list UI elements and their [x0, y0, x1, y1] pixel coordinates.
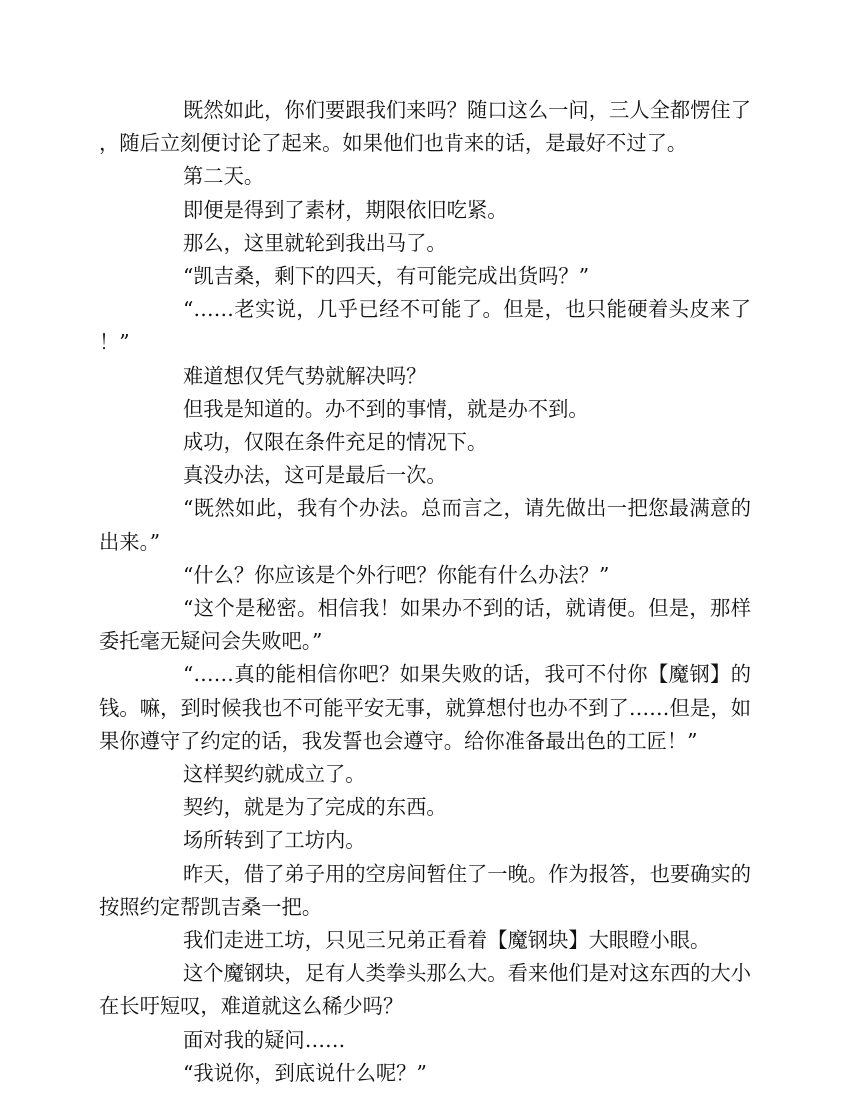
paragraph: 难道想仅凭气势就解决吗？ — [183, 363, 427, 388]
paragraph: 那么，这里就轮到我出马了。 — [183, 230, 447, 255]
paragraph: 契约，就是为了完成的东西。 — [183, 795, 447, 820]
paragraph: “这个是秘密。相信我！如果办不到的话，就请便。但是，那样委托毫无疑问会失败吧。” — [99, 596, 751, 654]
paragraph: 面对我的疑问…… — [183, 1027, 346, 1052]
paragraph: “什么？你应该是个外行吧？你能有什么办法？” — [183, 562, 610, 587]
paragraph: 既然如此，你们要跟我们来吗？随口这么一问，三人全都愣住了，随后立刻便讨论了起来。如果他们也肯来的话，是最好不过了。 — [99, 98, 751, 156]
paragraph: “……真的能相信你吧？如果失败的话，我可不付你【魔钢】的钱。嘛，到时候我也不可能平安无事，就算想付也办不到了……但是，如果你遵守了约定的话，我发誓也会遵守。给你准备最出色的工匠！” — [99, 662, 751, 753]
paragraph: 昨天，借了弟子用的空房间暂住了一晚。作为报答，也要确实的按照约定帮凯吉桑一把。 — [99, 861, 751, 919]
paragraph: “我说你，到底说什么呢？” — [183, 1060, 427, 1085]
paragraph: 但我是知道的。办不到的事情，就是办不到。 — [183, 396, 589, 421]
paragraph: 第二天。 — [183, 164, 265, 189]
paragraph: 即便是得到了素材，期限依旧吃紧。 — [183, 197, 508, 222]
paragraph: “……老实说，几乎已经不可能了。但是，也只能硬着头皮来了！” — [99, 297, 751, 355]
paragraph: 这样契约就成立了。 — [183, 762, 366, 787]
paragraph: “凯吉桑，剩下的四天，有可能完成出货吗？” — [183, 264, 590, 289]
paragraph: 真没办法，这可是最后一次。 — [183, 463, 447, 488]
paragraph: 这个魔钢块，足有人类拳头那么大。看来他们是对这东西的大小在长吁短叹，难道就这么稀少吗？ — [99, 961, 751, 1019]
paragraph: 场所转到了工坊内。 — [183, 828, 366, 853]
paragraph: 成功，仅限在条件充足的情况下。 — [183, 430, 488, 455]
paragraph: “既然如此，我有个办法。总而言之，请先做出一把您最满意的出来。” — [99, 496, 751, 554]
paragraph: 我们走进工坊，只见三兄弟正看着【魔钢块】大眼瞪小眼。 — [183, 928, 711, 953]
document-body — [99, 94, 751, 1090]
